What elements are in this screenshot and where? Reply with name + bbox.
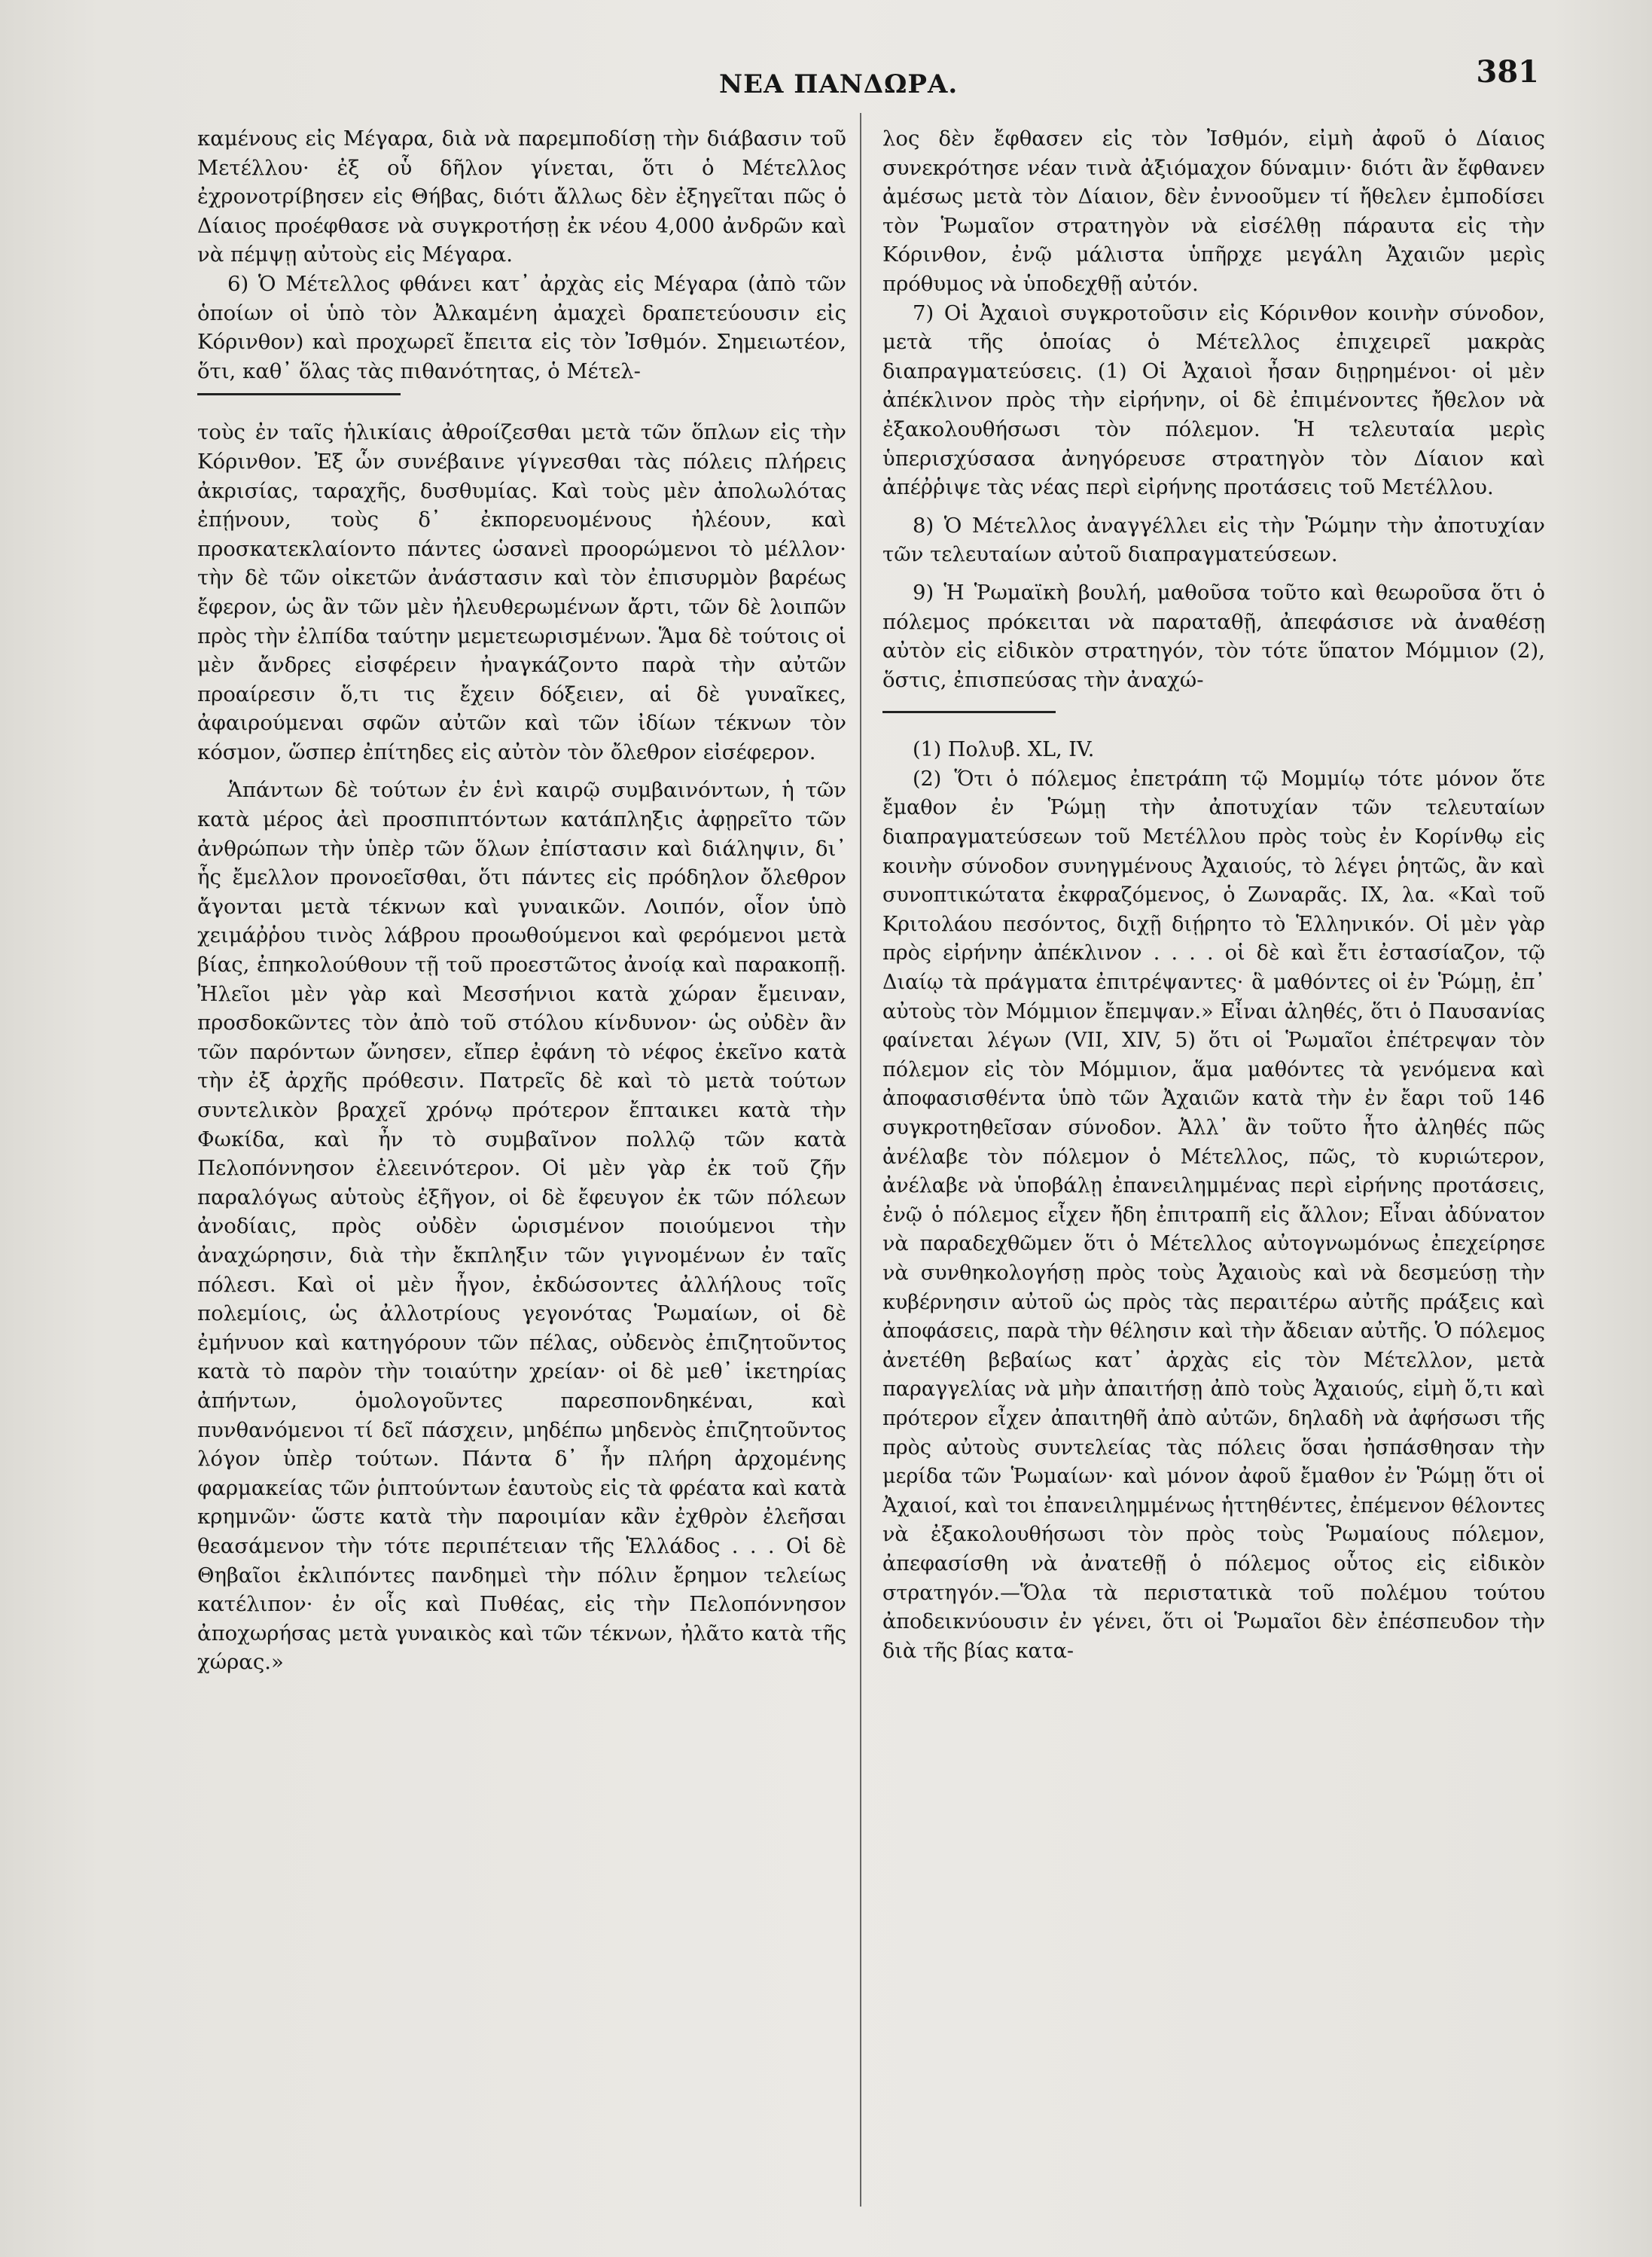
column-divider: [860, 113, 861, 2207]
right-column: [882, 124, 1545, 1666]
right-paragraph-item-7: 7) Οἱ Ἀχαιοὶ συγκροτοῦσιν εἰς Κόρινθον κοινὴν σύνοδον, μετὰ τῆς ὁποίας ὁ Μέτελλος ἐπιχειρεῖ μακρὰς διαπραγματεύσεις. (1) Οἱ Ἀχαιοὶ ἦσαν διῃρημένοι· οἱ μὲν ἀπέκλινον πρὸς τὴν εἰρήνην, οἱ δὲ ἐπιμένοντες ἤθελον νὰ ἐξακολουθήσωσι τὸν πόλεμον. Ἡ τελευταία μερὶς ὑπερισχύσασα ἀνηγόρευσε στρατηγὸν τὸν Δίαιον καὶ ἀπέῤῥιψε τὰς νέας περὶ εἰρήνης προτάσεις τοῦ Μετέλλου.: [882, 300, 1545, 500]
left-paragraph-continued: καμένους εἰς Μέγαρα, διὰ νὰ παρεμποδίσῃ τὴν διάβασιν τοῦ Μετέλλου· ἐξ οὗ δῆλον γίνεται, ὅτι ὁ Μέτελλος ἐχρονοτρίβησεν εἰς Θήβας, διότι ἄλλως δὲν ἐξηγεῖται πῶς ὁ Δίαιος προέφθασε νὰ συγκροτήσῃ ἐκ νέου 4,000 ἀνδρῶν καὶ νὰ πέμψῃ αὐτοὺς εἰς Μέγαρα.: [197, 127, 846, 267]
running-title: ΝΕΑ ΠΑΝΔΩΡΑ.: [719, 69, 959, 99]
left-paragraph-item-6: 6) Ὁ Μέτελλος φθάνει κατ᾽ ἀρχὰς εἰς Μέγαρα (ἀπὸ τῶν ὁποίων οἱ ὑπὸ τὸν Ἀλκαμένη ἀμαχεὶ δραπετεύουσιν εἰς Κόρινθον) καὶ προχωρεῖ ἔπειτα εἰς τὸν Ἰσθμόν. Σημειωτέον, ὅτι, καθ᾽ ὅλας τὰς πιθανότητας, ὁ Μέτελ-: [197, 271, 846, 383]
right-paragraph-item-8: 8) Ὁ Μέτελλος ἀναγγέλλει εἰς τὴν Ῥώμην τὴν ἀποτυχίαν τῶν τελευταίων αὐτοῦ διαπραγματεύσεων.: [882, 513, 1545, 567]
right-footnote-separator: [882, 711, 1056, 713]
left-column: [197, 124, 846, 1677]
right-paragraph-item-9: 9) Ἡ Ῥωμαϊκὴ βουλή, μαθοῦσα τοῦτο καὶ θεωροῦσα ὅτι ὁ πόλεμος πρόκειται νὰ παραταθῇ, ἀπεφάσισε νὰ ἀναθέσῃ αὐτὸν εἰς εἰδικὸν στρατηγόν, τὸν τότε ὕπατον Μόμμιον (2), ὅστις, ἐπισπεύσας τὴν ἀναχώ-: [882, 580, 1545, 692]
left-footnote-separator: [197, 393, 401, 395]
left-quotation-paragraph-1: τοὺς ἐν ταῖς ἡλικίαις ἀθροίζεσθαι μετὰ τῶν ὅπλων εἰς τὴν Κόρινθον. Ἐξ ὧν συνέβαινε γίγνεσθαι τὰς πόλεις πλήρεις ἀκρισίας, ταραχῆς, δυσθυμίας. Καὶ τοὺς μὲν ἀπολωλότας ἐπῄνουν, τοὺς δ᾽ ἐκπορευομένους ἠλέουν, καὶ προσκατεκλαίοντο πάντες ὡσανεὶ προορώμενοι τὸ μέλλον· τὴν δὲ τῶν οἰκετῶν ἀνάστασιν καὶ τὸν ἐπισυρμὸν βαρέως ἔφερον, ὡς ἂν τῶν μὲν ἠλευθερωμένων ἄρτι, τῶν δὲ λοιπῶν πρὸς τὴν ἐλπίδα ταύτην μεμετεωρισμένων. Ἅμα δὲ τούτοις οἱ μὲν ἄνδρες εἰσφέρειν ἠναγκάζοντο παρὰ τὴν αὐτῶν προαίρεσιν ὅ,τι τις ἔχειν δόξειεν, αἱ δὲ γυναῖκες, ἀφαιρούμεναι σφῶν αὐτῶν καὶ τῶν ἰδίων τέκνων τὸν κόσμον, ὥσπερ ἐπίτηδες εἰς αὐτὸν τὸν ὄλεθρον εἰσέφερον.: [197, 420, 846, 764]
page-number: 381: [1476, 54, 1539, 90]
footnote-1: (1) Πολυβ. XL, IV.: [913, 738, 1095, 762]
footnote-2: (2) Ὅτι ὁ πόλεμος ἐπετράπη τῷ Μομμίῳ τότε μόνον ὅτε ἔμαθον ἐν Ῥώμῃ τὴν ἀποτυχίαν τῶν τελευταίων διαπραγματεύσεων τοῦ Μετέλλου πρὸς τοὺς ἐν Κορίνθῳ εἰς κοινὴν σύνοδον συνηγμένους Ἀχαιούς, τὸ λέγει ῥητῶς, ἂν καὶ συνοπτικώτατα ἐκφραζόμενος, ὁ Ζωναρᾶς. IX, λα. «Καὶ τοῦ Κριτολάου πεσόντος, διχῇ διῄρητο τὸ Ἑλληνικόν. Οἱ μὲν γὰρ πρὸς εἰρήνην ἀπέκλινον . . . . οἱ δὲ καὶ ἔτι ἐστασίαζον, τῷ Διαίῳ τὰ πράγματα ἐπιτρέψαντες· ἃ μαθόντες οἱ ἐν Ῥώμῃ, ἐπ᾽ αὐτοὺς τὸν Μόμμιον ἔπεμψαν.» Εἶναι ἀληθές, ὅτι ὁ Παυσανίας φαίνεται λέγων (VII, XIV, 5) ὅτι οἱ Ῥωμαῖοι ἐπέτρεψαν τὸν πόλεμον εἰς τὸν Μόμμιον, ἅμα μαθόντες τὰ γενόμενα καὶ ἀποφασισθέντα ὑπὸ τῶν Ἀχαιῶν κατὰ τὴν ἐν ἔαρι τοῦ 146 συγκροτηθεῖσαν σύνοδον. Ἀλλ᾽ ἂν τοῦτο ἦτο ἀληθές πῶς ἀνέλαβε τὸν πόλεμον ὁ Μέτελλος, πῶς, τὸ κυριώτερον, ἀνέλαβε νὰ ὑποβάλῃ ἐπανειλημμένας περὶ εἰρήνης προτάσεις, ἐνῷ ὁ πόλεμος εἶχεν ἤδη ἐπιτραπῆ εἰς ἄλλον; Εἶναι ἀδύνατον νὰ παραδεχθῶμεν ὅτι ὁ Μέτελλος αὐτογνωμόνως ἐπεχείρησε νὰ συνθηκολογήσῃ πρὸς τοὺς Ἀχαιοὺς καὶ νὰ δεσμεύσῃ τὴν κυβέρνησιν αὐτοῦ ὡς πρὸς τὰς περαιτέρω αὐτῆς πράξεις καὶ ἀποφάσεις, παρὰ τὴν θέλησιν καὶ τὴν ἄδειαν αὐτῆς. Ὁ πόλεμος ἀνετέθη βεβαίως κατ᾽ ἀρχὰς εἰς τὸν Μέτελλον, μετὰ παραγγελίας νὰ μὴν ἀπαιτήσῃ ἀπὸ τοὺς Ἀχαιούς, εἰμὴ ὅ,τι καὶ πρότερον εἶχεν ἀπαιτηθῆ ἀπὸ αὐτῶν, δηλαδὴ νὰ ἀφήσωσι τῆς πρὸς αὐτοὺς συντελείας τὰς πόλεις ὅσαι ἠσπάσθησαν τὴν μερίδα τῶν Ῥωμαίων· καὶ μόνον ἀφοῦ ἔμαθον ἐν Ῥώμῃ ὅτι οἱ Ἀχαιοί, καὶ τοι ἐπανειλημμένως ἡττηθέντες, ἐπέμενον θέλοντες νὰ ἐξακολουθήσωσι τὸν πρὸς τοὺς Ῥωμαίους πόλεμον, ἀπεφασίσθη νὰ ἀνατεθῇ ὁ πόλεμος οὗτος εἰς εἰδικὸν στρατηγόν.—Ὅλα τὰ περιστατικὰ τοῦ πολέμου τούτου ἀποδεικνύουσιν ἐν γένει, ὅτι οἱ Ῥωμαῖοι δὲν ἐπέσπευδον τὴν διὰ τῆς βίας κατα-: [882, 767, 1545, 1663]
left-quotation-paragraph-2: Ἁπάντων δὲ τούτων ἐν ἑνὶ καιρῷ συμβαινόντων, ἡ τῶν κατὰ μέρος ἀεὶ προσπιπτόντων κατάπληξις ἀφῃρεῖτο τῶν ἀνθρώπων τὴν ὑπὲρ τῶν ὅλων ἐπίστασιν καὶ διάληψιν, δι᾽ ἧς ἔμελλον προνοεῖσθαι, ὅτι πάντες εἰς πρόδηλον ὄλεθρον ἄγονται μετὰ τέκνων καὶ γυναικῶν. Λοιπόν, οἷον ὑπὸ χειμάῤῥου τινὸς λάβρου προωθούμενοι καὶ φερόμενοι μετὰ βίας, ἐπηκολούθουν τῇ τοῦ προεστῶτος ἀνοίᾳ καὶ παρακοπῇ. Ἠλεῖοι μὲν γὰρ καὶ Μεσσήνιοι κατὰ χώραν ἔμειναν, προσδοκῶντες τὸν ἀπὸ τοῦ στόλου κίνδυνον· ὡς οὐδὲν ἂν τῶν παρόντων ὤνησεν, εἴπερ ἐφάνη τὸ νέφος ἐκεῖνο κατὰ τὴν ἐξ ἀρχῆς πρόθεσιν. Πατρεῖς δὲ καὶ τὸ μετὰ τούτων συντελικὸν βραχεῖ χρόνῳ πρότερον ἔπταικει κατὰ τὴν Φωκίδα, καὶ ἦν τὸ συμβαῖνον πολλῷ τῶν κατὰ Πελοπόννησον ἐλεεινότερον. Οἱ μὲν γὰρ ἐκ τοῦ ζῆν παραλόγως αὑτοὺς ἐξῆγον, οἱ δὲ ἔφευγον ἐκ τῶν πόλεων ἀνοδίαις, πρὸς οὐδὲν ὡρισμένον ποιούμενοι τὴν ἀναχώρησιν, διὰ τὴν ἔκπληξιν τῶν γιγνομένων ἐν ταῖς πόλεσι. Καὶ οἱ μὲν ἦγον, ἐκδώσοντες ἀλλήλους τοῖς πολεμίοις, ὡς ἀλλοτρίους γεγονότας Ῥωμαίων, οἱ δὲ ἐμήνυον καὶ κατηγόρουν τῶν πέλας, οὐδενὸς ἐπιζητοῦντος κατὰ τὸ παρὸν τὴν τοιαύτην χρείαν· οἱ δὲ μεθ᾽ ἱκετηρίας ἀπήντων, ὁμολογοῦντες παρεσπονδηκέναι, καὶ πυνθανόμενοι τί δεῖ πάσχειν, μηδέπω μηδενὸς ἐπιζητοῦντος λόγον ὑπὲρ τούτων. Πάντα δ᾽ ἦν πλήρη ἀρχομένης φαρμακείας τῶν ῥιπτούντων ἑαυτοὺς εἰς τὰ φρέατα καὶ κατὰ κρημνῶν· ὥστε κατὰ τὴν παροιμίαν κἂν ἐχθρὸν ἐλεῆσαι θεασάμενον τὴν τότε περιπέτειαν τῆς Ἑλλάδος . . . Οἱ δὲ Θηβαῖοι ἐκλιπόντες πανδημεὶ τὴν πόλιν ἔρημον τελείως κατέλιπον· ἐν οἷς καὶ Πυθέας, εἰς τὴν Πελοπόννησον ἀποχωρήσας μετὰ γυναικὸς καὶ τῶν τέκνων, ἠλᾶτο κατὰ τῆς χώρας.»: [197, 778, 846, 1675]
right-paragraph-continued: λος δὲν ἔφθασεν εἰς τὸν Ἰσθμόν, εἰμὴ ἀφοῦ ὁ Δίαιος συνεκρότησε νέαν τινὰ ἀξιόμαχον δύναμιν· διότι ἂν ἔφθανεν ἀμέσως μετὰ τὸν Δίαιον, δὲν ἐννοοῦμεν τί ἤθελεν ἐμποδίσει τὸν Ῥωμαῖον στρατηγὸν νὰ εἰσέλθῃ πάραυτα εἰς τὴν Κόρινθον, ἐνῷ μάλιστα ὑπῆρχε μεγάλη Ἀχαιῶν μερὶς πρόθυμος νὰ ὑποδεχθῇ αὐτόν.: [882, 127, 1545, 296]
